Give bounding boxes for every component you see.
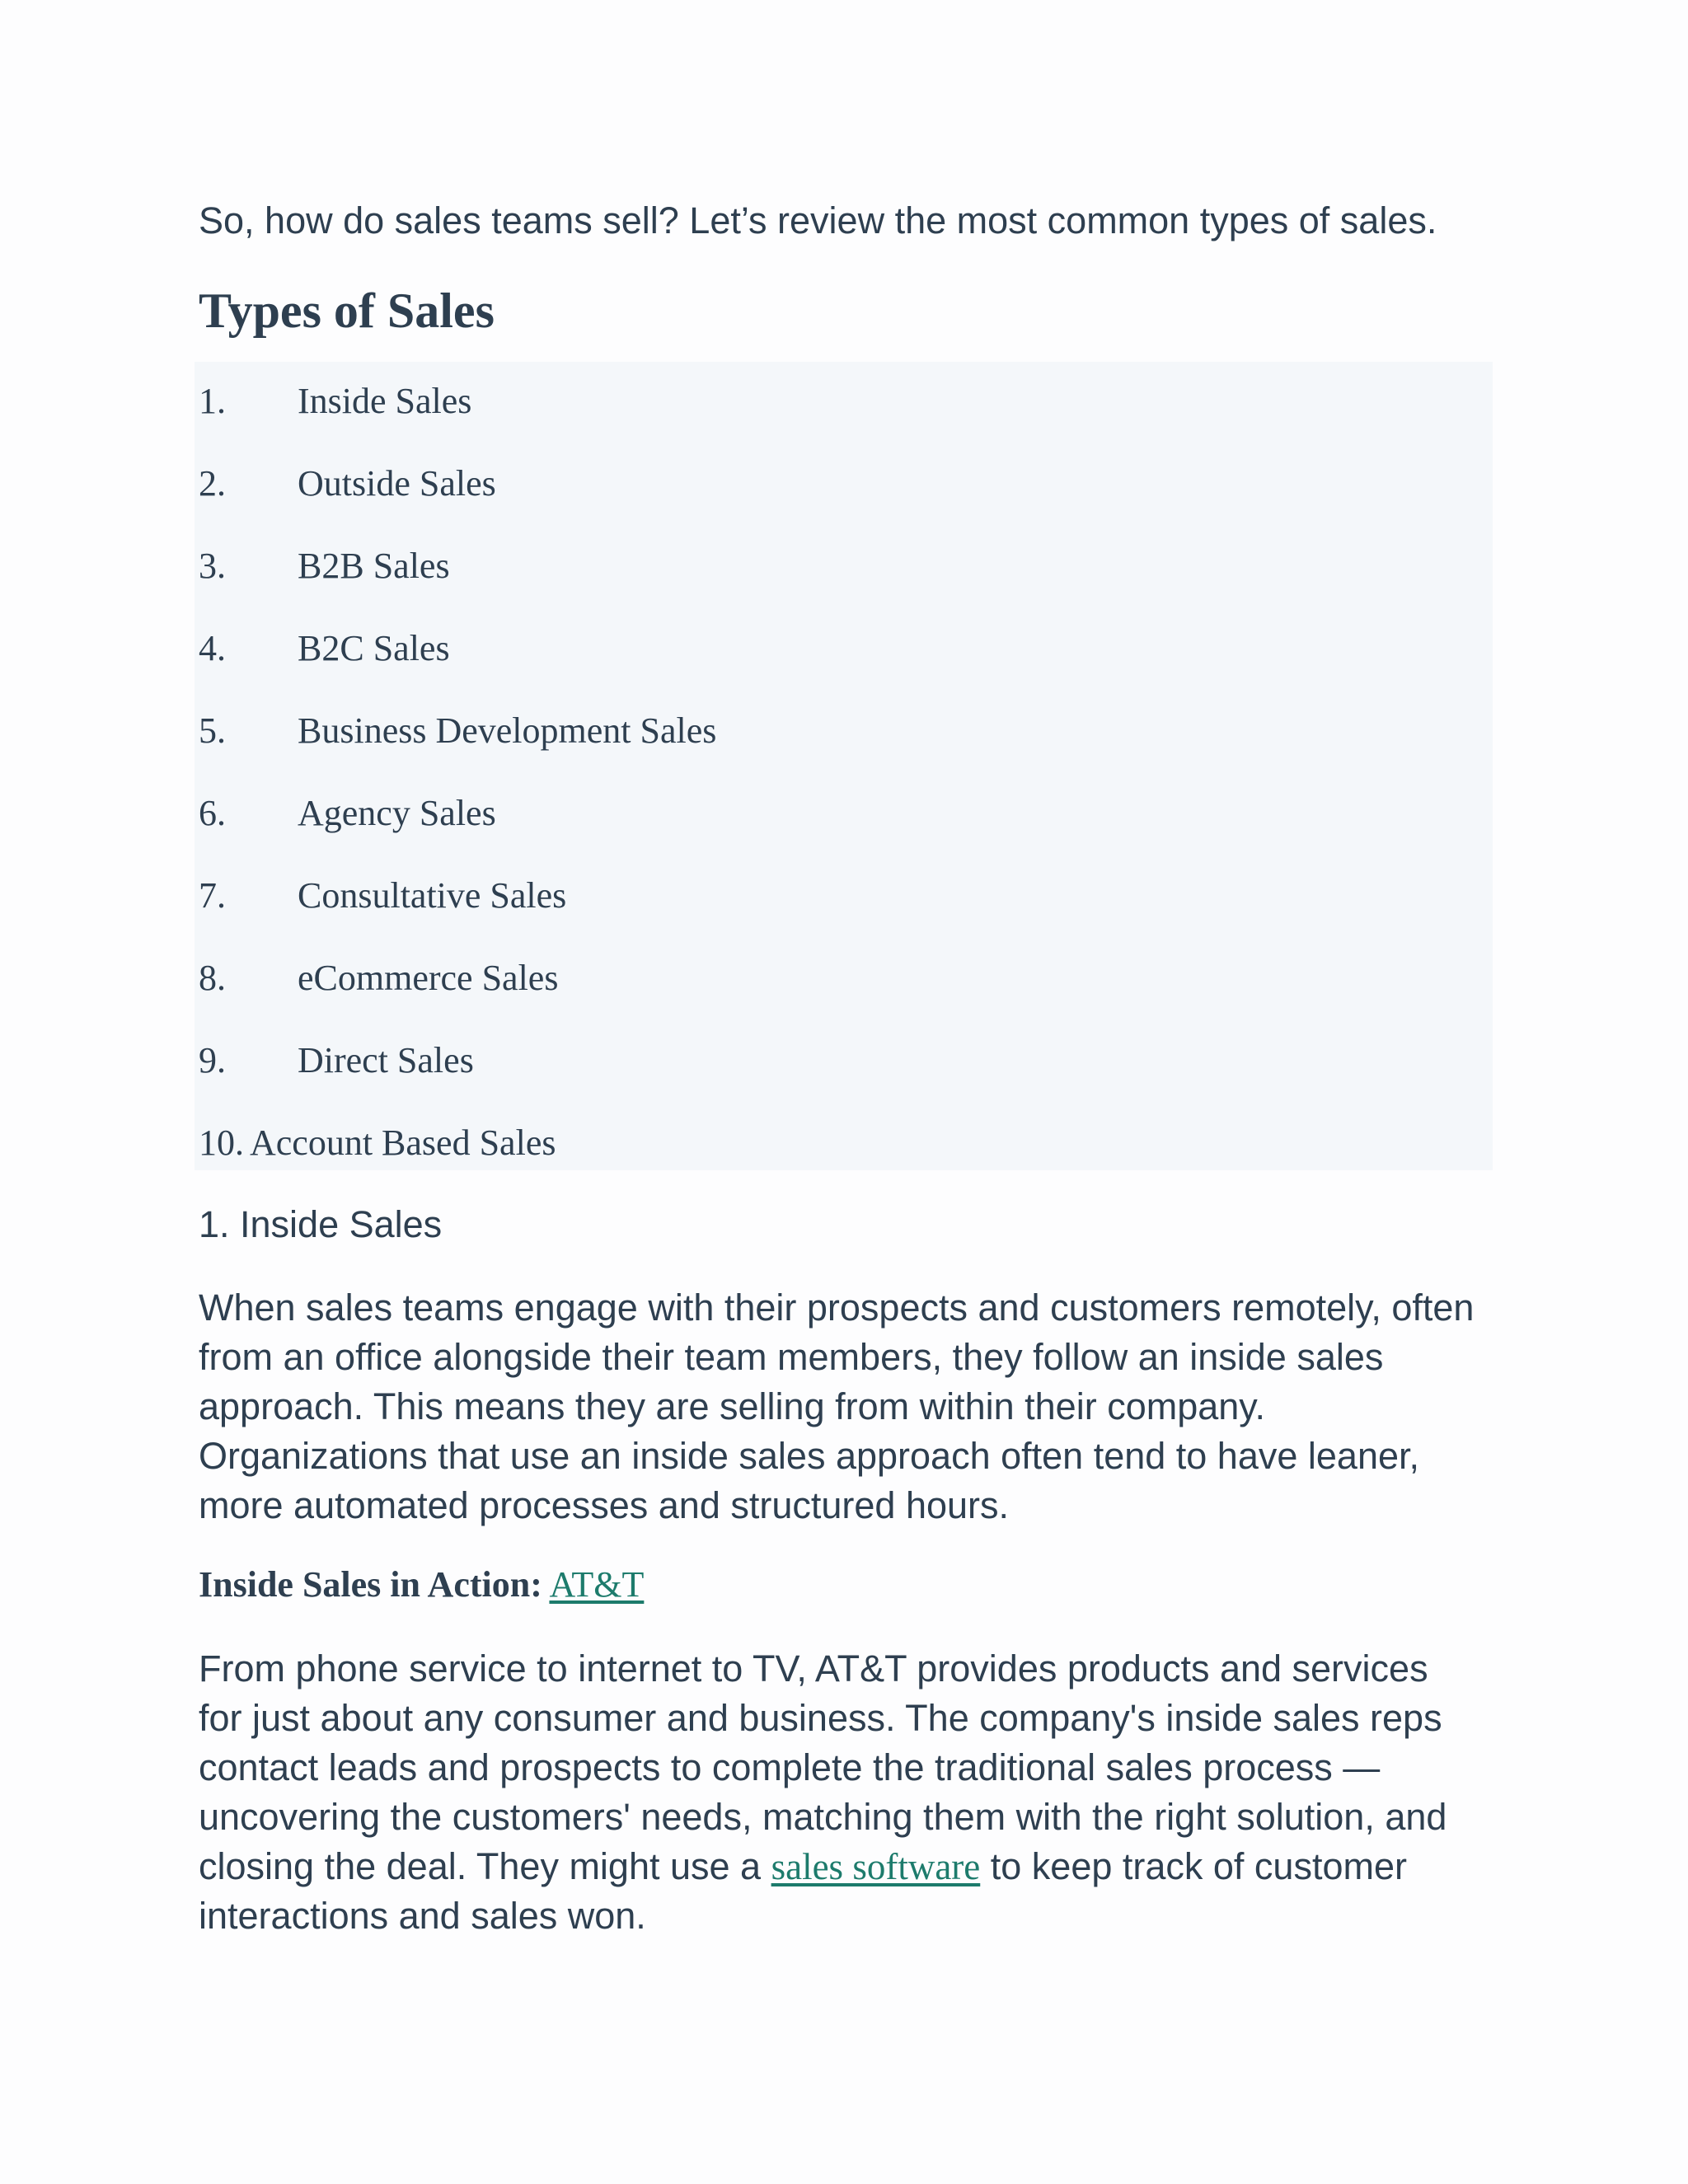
list-item-number: 2. [199, 463, 226, 504]
list-item-number: 10. [199, 1122, 244, 1163]
list-item-number: 8. [199, 958, 226, 998]
list-item-number: 7. [199, 875, 226, 916]
types-of-sales-heading: Types of Sales [199, 284, 495, 338]
intro-text: So, how do sales teams sell? Let’s review the most common types of sales. [199, 199, 1437, 241]
inside-sales-paragraph [199, 1283, 1493, 1530]
list-item-number: 6. [199, 793, 226, 833]
list-item-number: 5. [199, 710, 226, 751]
paragraph-line: When sales teams engage with their prospects and customers remotely, often [199, 1286, 1475, 1329]
inside-sales-heading: 1. Inside Sales [199, 1203, 443, 1245]
list-item-number: 9. [199, 1040, 226, 1080]
list-item-label: Agency Sales [298, 793, 496, 833]
paragraph-line: approach. This means they are selling from within their company. [199, 1385, 1265, 1427]
list-item-number: 3. [199, 546, 226, 586]
list-item-number: 4. [199, 628, 226, 668]
paragraph-line: interactions and sales won. [199, 1895, 646, 1937]
list-item-label: Consultative Sales [298, 875, 567, 916]
paragraph-line: from an office alongside their team members, they follow an inside sales [199, 1336, 1384, 1378]
att-paragraph [199, 1644, 1493, 1941]
list-item-number: 1. [199, 381, 226, 421]
list-item-label: eCommerce Sales [298, 958, 559, 998]
list-item-label: Direct Sales [298, 1040, 474, 1080]
paragraph-text: closing the deal. They might use a [199, 1845, 762, 1887]
paragraph-line: uncovering the customers' needs, matching them with the right solution, and [199, 1796, 1447, 1838]
list-item-label: Inside Sales [298, 381, 472, 421]
list-item-label: Business Development Sales [298, 710, 717, 751]
paragraph-line: From phone service to internet to TV, AT&T provides products and services [199, 1647, 1428, 1690]
paragraph-text: to keep track of customer [990, 1845, 1407, 1887]
paragraph-line: contact leads and prospects to complete the traditional sales process — [199, 1746, 1381, 1788]
paragraph-line: Organizations that use an inside sales approach often tend to have leaner, [199, 1435, 1420, 1477]
sales-software-link[interactable]: sales software [771, 1846, 981, 1887]
paragraph-line: for just about any consumer and business. The company's inside sales reps [199, 1697, 1442, 1739]
action-label: Inside Sales in Action: [199, 1564, 542, 1605]
list-item-label: Outside Sales [298, 463, 496, 504]
att-link[interactable]: AT&T [549, 1564, 645, 1605]
list-item-label: Account Based Sales [250, 1122, 556, 1163]
paragraph-line: more automated processes and structured hours. [199, 1484, 1010, 1526]
list-item-label: B2C Sales [298, 628, 450, 668]
list-item-label: B2B Sales [298, 546, 450, 586]
paragraph-line [199, 1842, 1493, 1891]
inside-sales-in-action [199, 1560, 644, 1610]
